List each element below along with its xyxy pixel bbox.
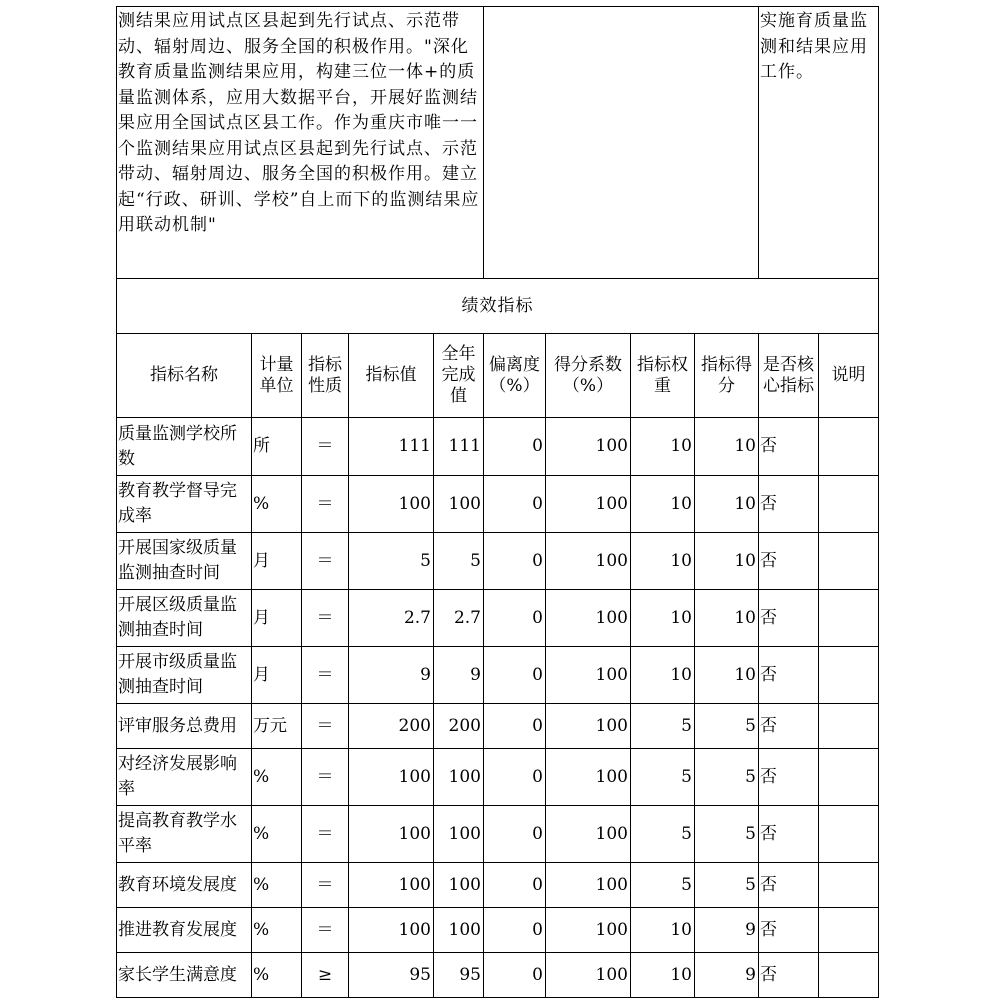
- row-unit: %: [252, 749, 302, 806]
- row-target: 100: [349, 806, 434, 863]
- row-deviation: 0: [484, 908, 546, 953]
- row-unit: %: [252, 806, 302, 863]
- section-title: 绩效指标: [117, 279, 879, 334]
- row-indicator-name: 对经济发展影响率: [117, 749, 252, 806]
- row-weight: 10: [631, 476, 695, 533]
- header-deviation: 偏离度（%）: [484, 334, 546, 418]
- top-text-row: [117, 7, 879, 279]
- table-row: [117, 590, 879, 647]
- header-target: 指标值: [349, 334, 434, 418]
- row-core: 否: [759, 704, 819, 749]
- top-middle-cell: [484, 7, 759, 279]
- row-note: [819, 590, 879, 647]
- header-note: 说明: [819, 334, 879, 418]
- table-row: [117, 647, 879, 704]
- row-core: 否: [759, 590, 819, 647]
- row-target: 2.7: [349, 590, 434, 647]
- row-nature: ＝: [302, 908, 349, 953]
- row-note: [819, 806, 879, 863]
- table-row: [117, 418, 879, 476]
- row-unit: 万元: [252, 704, 302, 749]
- row-note: [819, 908, 879, 953]
- row-deviation: 0: [484, 533, 546, 590]
- row-unit: %: [252, 908, 302, 953]
- row-target: 111: [349, 418, 434, 476]
- top-left-text: 测结果应用试点区县起到先行试点、示范带动、辐射周边、服务全国的积极作用。"深化教育质量监测结果应用，构建三位一体+的质量监测体系，应用大数据平台，开展好监测结果应用全国试点区县工作。作为重庆市唯一一个监测结果应用试点区县起到先行试点、示范带动、辐射周边、服务全国的积极作用。建立起“行政、研训、学校”自上而下的监测结果应用联动机制": [117, 7, 484, 279]
- header-nature: 指标性质: [302, 334, 349, 418]
- row-deviation: 0: [484, 590, 546, 647]
- row-core: 否: [759, 908, 819, 953]
- row-weight: 5: [631, 806, 695, 863]
- section-title-row: [117, 279, 879, 334]
- header-core: 是否核心指标: [759, 334, 819, 418]
- table-row: [117, 863, 879, 908]
- table-row: [117, 749, 879, 806]
- row-deviation: 0: [484, 476, 546, 533]
- row-indicator-name: 开展区级质量监测抽查时间: [117, 590, 252, 647]
- row-coefficient: 100: [546, 704, 631, 749]
- row-note: [819, 863, 879, 908]
- table-row: [117, 953, 879, 998]
- row-indicator-name: 推进教育发展度: [117, 908, 252, 953]
- row-coefficient: 100: [546, 476, 631, 533]
- row-core: 否: [759, 647, 819, 704]
- row-unit: 月: [252, 590, 302, 647]
- row-weight: 10: [631, 908, 695, 953]
- row-actual: 2.7: [434, 590, 484, 647]
- row-coefficient: 100: [546, 908, 631, 953]
- header-actual: 全年完成值: [434, 334, 484, 418]
- row-coefficient: 100: [546, 590, 631, 647]
- row-score: 10: [695, 647, 759, 704]
- row-target: 5: [349, 533, 434, 590]
- row-score: 10: [695, 590, 759, 647]
- row-core: 否: [759, 863, 819, 908]
- row-weight: 10: [631, 418, 695, 476]
- row-target: 100: [349, 908, 434, 953]
- row-nature: ＝: [302, 533, 349, 590]
- row-note: [819, 476, 879, 533]
- row-note: [819, 418, 879, 476]
- row-indicator-name: 提高教育教学水平率: [117, 806, 252, 863]
- row-indicator-name: 开展市级质量监测抽查时间: [117, 647, 252, 704]
- row-deviation: 0: [484, 418, 546, 476]
- row-core: 否: [759, 418, 819, 476]
- row-target: 95: [349, 953, 434, 998]
- row-weight: 10: [631, 533, 695, 590]
- row-target: 100: [349, 476, 434, 533]
- row-nature: ＝: [302, 863, 349, 908]
- row-nature: ＝: [302, 806, 349, 863]
- row-score: 10: [695, 476, 759, 533]
- row-note: [819, 647, 879, 704]
- row-core: 否: [759, 476, 819, 533]
- header-row: [117, 334, 879, 418]
- table-row: [117, 533, 879, 590]
- header-score: 指标得分: [695, 334, 759, 418]
- row-deviation: 0: [484, 806, 546, 863]
- row-target: 200: [349, 704, 434, 749]
- row-actual: 111: [434, 418, 484, 476]
- table-row: [117, 476, 879, 533]
- row-actual: 9: [434, 647, 484, 704]
- row-score: 5: [695, 863, 759, 908]
- row-nature: ＝: [302, 704, 349, 749]
- row-score: 10: [695, 533, 759, 590]
- row-unit: %: [252, 863, 302, 908]
- row-coefficient: 100: [546, 647, 631, 704]
- row-score: 5: [695, 749, 759, 806]
- row-indicator-name: 教育教学督导完成率: [117, 476, 252, 533]
- row-coefficient: 100: [546, 806, 631, 863]
- row-actual: 100: [434, 908, 484, 953]
- row-score: 5: [695, 704, 759, 749]
- row-coefficient: 100: [546, 749, 631, 806]
- row-weight: 5: [631, 704, 695, 749]
- row-target: 100: [349, 749, 434, 806]
- row-score: 9: [695, 953, 759, 998]
- row-core: 否: [759, 749, 819, 806]
- row-deviation: 0: [484, 704, 546, 749]
- row-nature: ≥: [302, 953, 349, 998]
- row-unit: %: [252, 476, 302, 533]
- row-actual: 100: [434, 476, 484, 533]
- row-deviation: 0: [484, 749, 546, 806]
- table-row: [117, 908, 879, 953]
- row-nature: ＝: [302, 418, 349, 476]
- row-note: [819, 704, 879, 749]
- row-nature: ＝: [302, 590, 349, 647]
- table-row: [117, 704, 879, 749]
- row-weight: 5: [631, 863, 695, 908]
- row-nature: ＝: [302, 476, 349, 533]
- performance-table: [116, 6, 879, 998]
- row-score: 5: [695, 806, 759, 863]
- header-weight: 指标权重: [631, 334, 695, 418]
- row-unit: %: [252, 953, 302, 998]
- row-core: 否: [759, 533, 819, 590]
- row-note: [819, 749, 879, 806]
- row-unit: 所: [252, 418, 302, 476]
- row-indicator-name: 教育环境发展度: [117, 863, 252, 908]
- row-weight: 10: [631, 647, 695, 704]
- row-deviation: 0: [484, 863, 546, 908]
- row-core: 否: [759, 806, 819, 863]
- row-note: [819, 953, 879, 998]
- table-row: [117, 806, 879, 863]
- row-core: 否: [759, 953, 819, 998]
- header-indicator-name: 指标名称: [117, 334, 252, 418]
- row-actual: 5: [434, 533, 484, 590]
- row-weight: 10: [631, 953, 695, 998]
- row-weight: 10: [631, 590, 695, 647]
- header-unit: 计量单位: [252, 334, 302, 418]
- row-note: [819, 533, 879, 590]
- top-right-text: 实施育质量监测和结果应用工作。: [759, 7, 879, 279]
- row-indicator-name: 评审服务总费用: [117, 704, 252, 749]
- row-nature: ＝: [302, 647, 349, 704]
- row-actual: 95: [434, 953, 484, 998]
- row-actual: 100: [434, 806, 484, 863]
- row-unit: 月: [252, 533, 302, 590]
- row-indicator-name: 家长学生满意度: [117, 953, 252, 998]
- row-coefficient: 100: [546, 418, 631, 476]
- header-coefficient: 得分系数（%）: [546, 334, 631, 418]
- row-deviation: 0: [484, 647, 546, 704]
- row-actual: 200: [434, 704, 484, 749]
- row-indicator-name: 开展国家级质量监测抽查时间: [117, 533, 252, 590]
- row-deviation: 0: [484, 953, 546, 998]
- row-unit: 月: [252, 647, 302, 704]
- row-weight: 5: [631, 749, 695, 806]
- row-target: 100: [349, 863, 434, 908]
- row-score: 10: [695, 418, 759, 476]
- row-target: 9: [349, 647, 434, 704]
- row-coefficient: 100: [546, 863, 631, 908]
- row-coefficient: 100: [546, 953, 631, 998]
- row-indicator-name: 质量监测学校所数: [117, 418, 252, 476]
- row-nature: ＝: [302, 749, 349, 806]
- row-actual: 100: [434, 749, 484, 806]
- row-coefficient: 100: [546, 533, 631, 590]
- row-score: 9: [695, 908, 759, 953]
- row-actual: 100: [434, 863, 484, 908]
